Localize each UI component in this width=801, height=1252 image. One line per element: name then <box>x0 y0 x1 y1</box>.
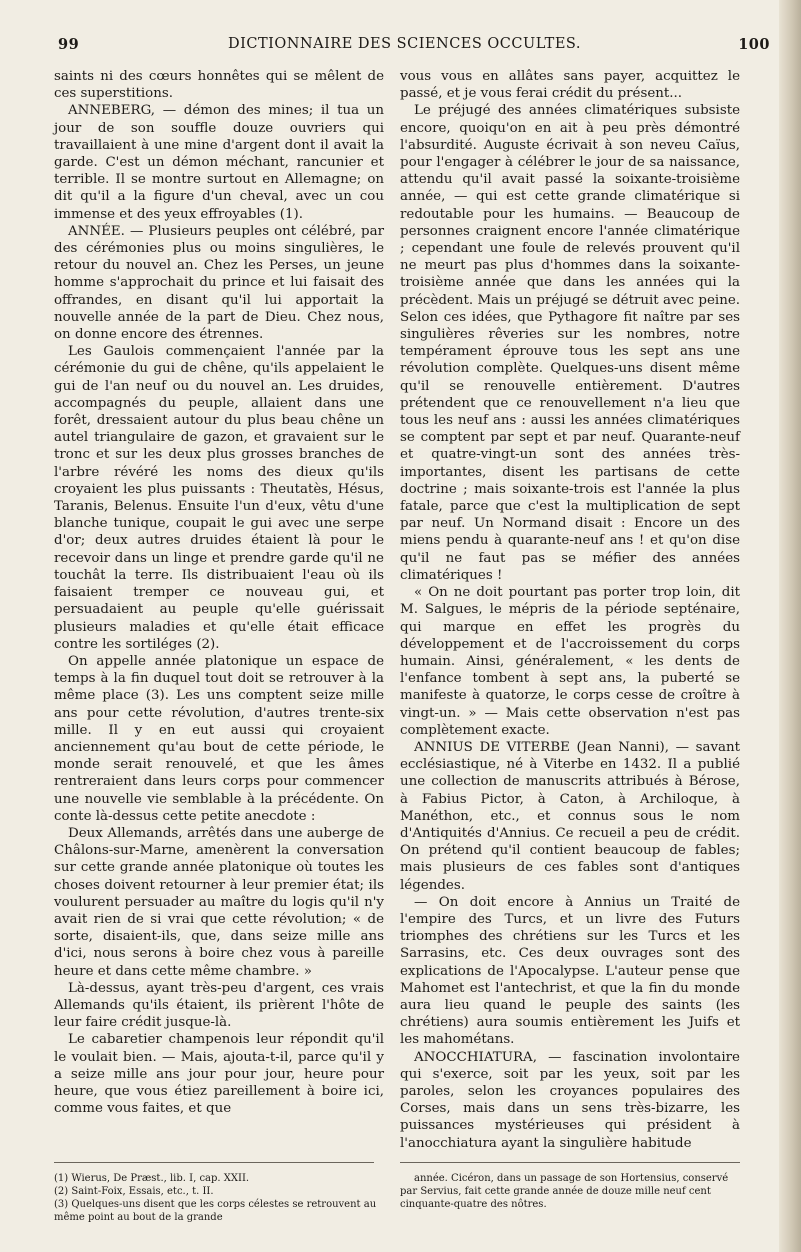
paragraph: vous vous en allâtes sans payer, acquittez le passé, et je vous ferai crédit du présent... <box>400 69 740 102</box>
footnote: (3) Quelques-uns disent que les corps célestes se retrouvent au même point au bout de la grande <box>54 1199 377 1223</box>
entry-anneberg: ANNEBERG, — démon des mines; il tua un jour de son souffle douze ouvriers qui travaillaient à une mine d'argent dont il avait la garde. C'est un démon méchant, rancunier et terrible. Il se montre surtout en Allemagne; on dit qu'il a la figure d'un cheval, avec un cou immense et des yeux effroyables (1). <box>54 103 384 222</box>
right-column <box>400 68 740 1152</box>
paragraph: Là-dessus, ayant très-peu d'argent, ces vrais Allemands qu'ils étaient, ils prièrent l'hôte de leur faire crédit jusque-là. <box>54 980 384 1031</box>
footnote: (1) Wierus, De Præst., lib. I, cap. XXII. <box>54 1173 250 1184</box>
paragraph: — On doit encore à Annius un Traité de l'empire des Turcs, et un livre des Futurs triomphes des chrétiens sur les Turcs et les Sarrasins, etc. Ces deux ouvrages sont des explications de l'Apocalypse. L'auteur pense que Mahomet est l'antechrist, et que la fin du monde aura lieu quand le peuple des saints (les chrétiens) aura soumis entièrement les Juifs et les mahométans. <box>400 894 740 1048</box>
left-column <box>54 68 384 1117</box>
paragraph: Deux Allemands, arrêtés dans une auberge de Châlons-sur-Marne, amenèrent la conversation sur cette grande année platonique où toutes les choses doivent retourner à leur premier état; ils voulurent persuader au maître du logis qu'il n'y avait rien de si vrai que cette révolution; « de sorte, disaient-ils, que, dans seize mille ans d'ici, nous serons à boire chez vous à pareille heure et dans cette même chambre. » <box>54 825 384 979</box>
footnote-rule <box>400 1162 740 1163</box>
quotation: « On ne doit pourtant pas porter trop loin, dit M. Salgues, le mépris de la période septénaire, qui marque en effet les progrès du développement et de l'accroissement du corps humain. Ainsi, généralement, « les dents de l'enfance tombent à sept ans, la puberté se manifeste à quatorze, le corps cesse de croître à vingt-un. » — Mais cette observation n'est pas complètement exacte. <box>400 585 740 738</box>
page-number-right: 100 <box>738 36 770 53</box>
footnote: (2) Saint-Foix, Essais, etc., t. II. <box>54 1186 214 1197</box>
page-edge-shadow <box>779 0 801 1252</box>
paragraph: Le préjugé des années climatériques subsiste encore, quoiqu'on en ait à peu près démontré l'absurdité. Auguste écrivait à son neveu Caïus, pour l'engager à célébrer le jour de sa naissance, attendu qu'il avait passé la soixante-troisième année, — qui est cette grande climatérique si redoutable pour les humains. — Beaucoup de personnes craignent encore l'année climatérique ; cependant une foule de relevés prouvent qu'il ne meurt pas plus d'hommes dans la soixante-troisième année que dans les années qui la précèdent. Mais un préjugé se détruit avec peine. Selon ces idées, que Pythagore fit naître par ses singulières rêveries sur les nombres, notre tempérament éprouve tous les sept ans une révolution complète. Quelques-uns disent même qu'il se renouvelle entièrement. D'autres prétendent que ce renouvellement n'a lieu que tous les neuf ans : aussi les années climatériques se comptent par sept et par neuf. Quarante-neuf et quatre-vingt-un sont des années très-importantes, disent les partisans de cette doctrine ; mais soixante-trois est l'année la plus fatale, parce que c'est la multiplication de sept par neuf. Un Normand disait : Encore un des miens pendu à quarante-neuf ans ! et qu'on dise qu'il ne faut pas se méfier des années climatériques ! <box>400 103 740 583</box>
entry-annee: ANNÉE. — Plusieurs peuples ont célébré, par des cérémonies plus ou moins singulières, le retour du nouvel an. Chez les Perses, un jeune homme s'approchait du prince et lui faisait des offrandes, en disant qu'il lui apportait la nouvelle année de la part de Dieu. Chez nous, on donne encore des étrennes. <box>54 223 384 343</box>
footnote-rule <box>54 1162 374 1163</box>
entry-anocchiatura: ANOCCHIATURA, — fascination involontaire qui s'exerce, soit par les yeux, soit par les paroles, selon les croyances populaires des Corses, mais dans un sens très-bizarre, les puissances mystérieuses qui président à l'anocchiatura ayant la singulière habitude <box>400 1049 740 1151</box>
entry-annius-de-viterbe: ANNIUS DE VITERBE (Jean Nanni), — savant ecclésiastique, né à Viterbe en 1432. Il a publié une collection de manuscrits attribués à Bérose, à Fabius Pictor, à Caton, à Archiloque, à Manéthon, etc., et connus sous le nom d'Antiquités d'Annius. Ce recueil a peu de crédit. On prétend qu'il contient beaucoup de fables; mais plusieurs de ces fables sont d'antiques légendes. <box>400 739 740 893</box>
paragraph: Les Gaulois commençaient l'année par la cérémonie du gui de chêne, qu'ils appelaient le gui de l'an neuf ou du nouvel an. Les druides, accompagnés du peuple, allaient dans une forêt, dressaient autour du plus beau chêne un autel triangulaire de gazon, et gravaient sur le tronc et sur les deux plus grosses branches de l'arbre révéré les noms des dieux qu'ils croyaient les plus puissants : Theutatès, Hésus, Taranis, Belenus. Ensuite l'un d'eux, vêtu d'une blanche tunique, coupait le gui avec une serpe d'or; deux autres druides étaient là pour le recevoir dans un linge et prendre garde qu'il ne touchât la terre. Ils distribuaient l'eau où ils faisaient tremper ce nouveau gui, et persuadaient au peuple qu'elle guérissait plusieurs maladies et qu'elle était efficace contre les sortiléges (2). <box>54 344 384 652</box>
running-title: DICTIONNAIRE DES SCIENCES OCCULTES. <box>228 36 581 52</box>
running-header <box>58 36 770 58</box>
footnote-continuation: année. Cicéron, dans un passage de son Hortensius, conservé par Servius, fait cette grande année de douze mille neuf cent cinquante-quatre des nôtres. <box>400 1173 729 1210</box>
paragraph: On appelle année platonique un espace de temps à la fin duquel tout doit se retrouver à la même place (3). Les uns comptent seize mille ans pour cette révolution, d'autres trente-six mille. Il y en eut aussi qui croyaient anciennement qu'au bout de cette période, le monde serait renouvelé, et que les âmes rentreraient dans leurs corps pour commencer une nouvelle vie semblable à la précédente. On conte là-dessus cette petite anecdote : <box>54 653 384 824</box>
page-number-left: 99 <box>58 36 80 53</box>
paragraph: Le cabaretier champenois leur répondit qu'il le voulait bien. — Mais, ajouta-t-il, parce qu'il y a seize mille ans jour pour jour, heure pour heure, que vous étiez pareillement à boire ici, comme vous faites, et que <box>54 1032 384 1117</box>
paragraph: saints ni des cœurs honnêtes qui se mêlent de ces superstitions. <box>54 69 384 102</box>
footnotes-left <box>54 1172 384 1224</box>
